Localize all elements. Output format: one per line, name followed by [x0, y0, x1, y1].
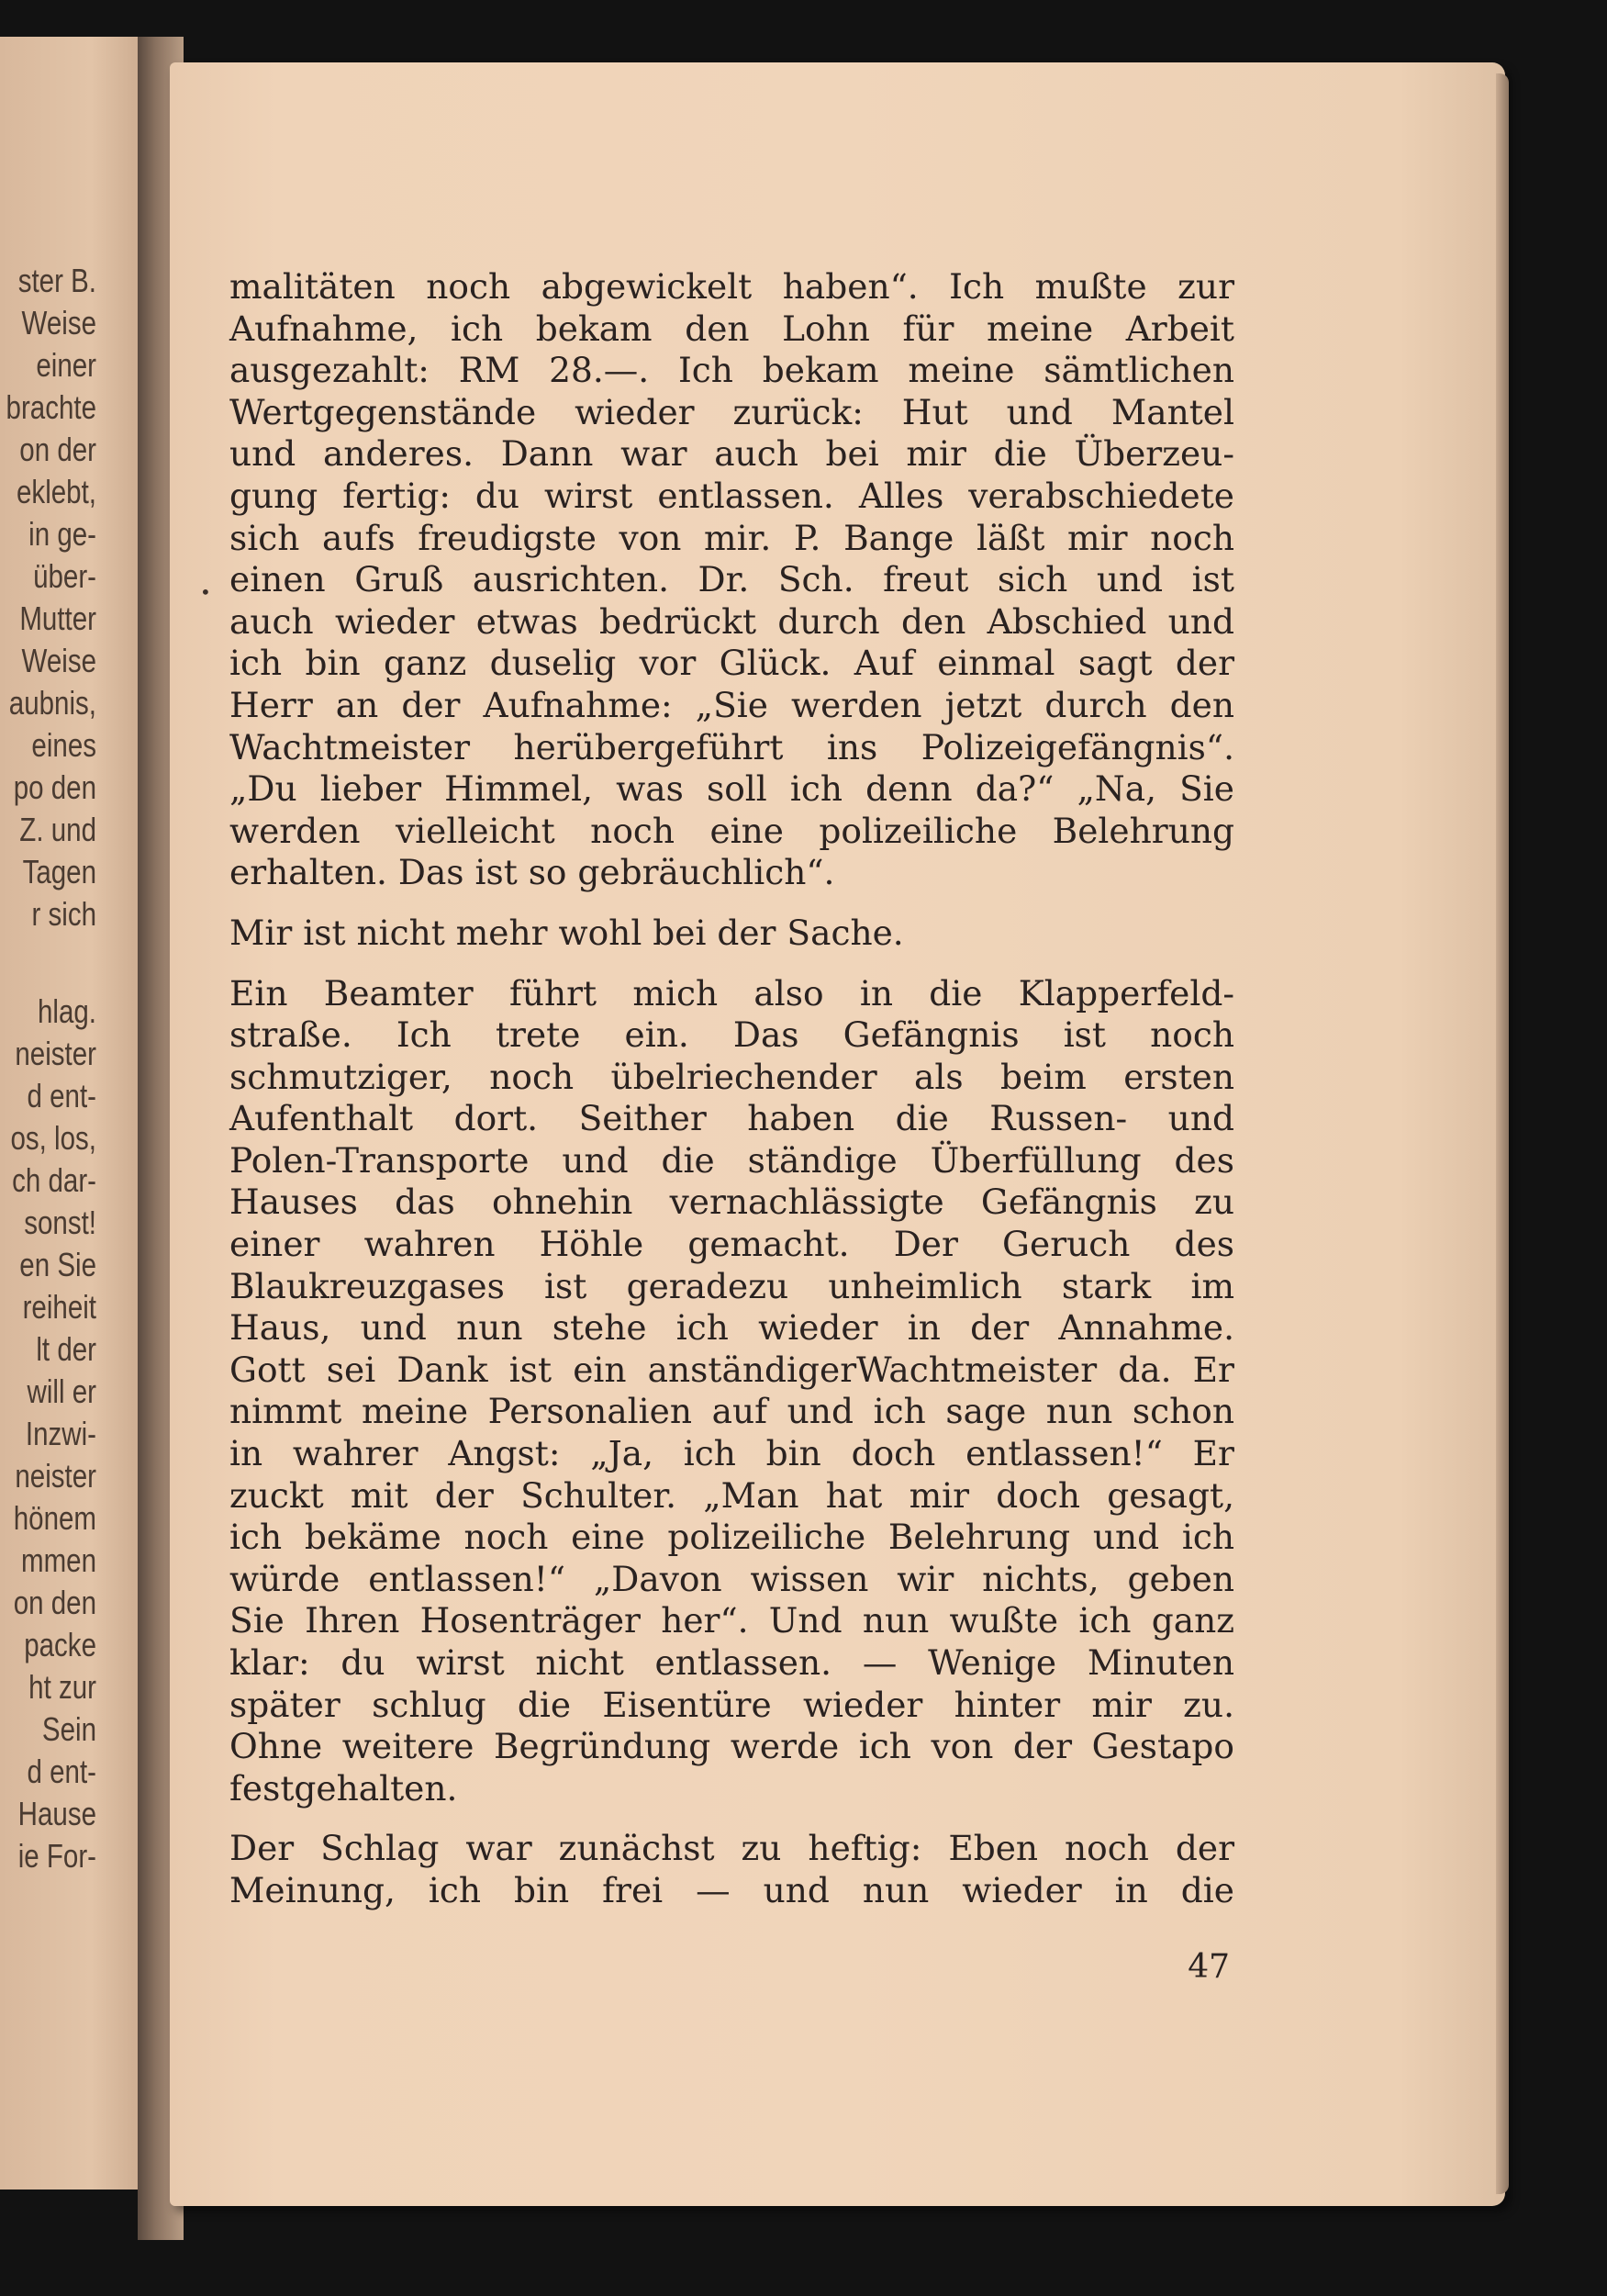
text-line: Gott sei Dank ist ein anständigerWachtmeister da. Er: [229, 1349, 1234, 1390]
text-line: Aufenthalt dort. Seither haben die Russen- und: [229, 1098, 1234, 1139]
facing-page-fragment: über-: [33, 557, 96, 595]
text-line: Polen-Transporte und die ständige Überfüllung des: [229, 1139, 1234, 1181]
facing-page-fragment: neister: [15, 1457, 96, 1495]
facing-page-fragment: hlag.: [37, 992, 96, 1030]
margin-mark: •: [200, 581, 211, 603]
facing-page-fragment: ht zur: [28, 1668, 96, 1706]
text-line: gung fertig: du wirst entlassen. Alles verabschiedete: [229, 475, 1234, 516]
facing-page-fragment: Tagen: [22, 853, 96, 890]
facing-page-fragment: Weise: [21, 642, 96, 679]
facing-page-fragment: packe: [24, 1626, 96, 1663]
page-number: 47: [1188, 1948, 1230, 1986]
page-edge: [1496, 73, 1509, 2194]
facing-page-fragment: Weise: [21, 304, 96, 342]
text-line: werden vielleicht noch eine polizeiliche Belehrung: [229, 810, 1234, 851]
paragraph-gap: [229, 955, 1234, 973]
text-line: Blaukreuzgases ist geradezu unheimlich stark im: [229, 1265, 1234, 1306]
facing-page-fragment: aubnis,: [8, 684, 96, 722]
facing-page-fragment: en Sie: [19, 1246, 96, 1283]
facing-page-fragment: in ge-: [28, 515, 96, 553]
facing-page-fragment: ch dar-: [12, 1161, 96, 1199]
facing-page-fragment: os, los,: [10, 1119, 96, 1157]
text-line: einen Gruß ausrichten. Dr. Sch. freut sich und ist: [229, 559, 1234, 600]
facing-page-fragment: hönem: [13, 1499, 96, 1537]
text-line: auch wieder etwas bedrückt durch den Abschied und: [229, 600, 1234, 642]
text-line: „Du lieber Himmel, was soll ich denn da?“ „Na, Sie: [229, 768, 1234, 810]
text-line: würde entlassen!“ „Davon wissen wir nichts, geben: [229, 1558, 1234, 1599]
text-line: später schlug die Eisentüre wieder hinter mir zu.: [229, 1684, 1234, 1725]
text-line: Ohne weitere Begründung werde ich von der Gestapo: [229, 1726, 1234, 1767]
text-line: Hauses das ohnehin vernachlässigte Gefängnis zu: [229, 1182, 1234, 1223]
text-line: einer wahren Höhle gemacht. Der Geruch des: [229, 1224, 1234, 1265]
paragraph-gap: [229, 1809, 1234, 1828]
facing-page-fragment: mmen: [20, 1541, 96, 1579]
text-line: erhalten. Das ist so gebräuchlich“.: [229, 852, 835, 893]
text-line: Mir ist nicht mehr wohl bei der Sache.: [229, 912, 904, 953]
text-line: Meinung, ich bin frei — und nun wieder in die: [229, 1869, 1234, 1910]
text-line: Ein Beamter führt mich also in die Klapperfeld-: [229, 972, 1234, 1014]
facing-page-fragment: r sich: [31, 895, 96, 933]
text-line: Aufnahme, ich bekam den Lohn für meine Arbeit: [229, 308, 1234, 349]
facing-page-fragment: will er: [27, 1372, 96, 1410]
facing-page-fragment: lt der: [36, 1330, 96, 1368]
facing-page-fragment: einer: [36, 346, 96, 384]
text-line: in wahrer Angst: „Ja, ich bin doch entlassen!“ Er: [229, 1433, 1234, 1474]
facing-page-fragment: on den: [13, 1584, 96, 1621]
text-line: Wertgegenstände wieder zurück: Hut und Mantel: [229, 391, 1234, 432]
facing-page-fragment: d ent-: [27, 1077, 96, 1114]
text-line: ich bin ganz duselig vor Glück. Auf einmal sagt der: [229, 643, 1234, 684]
text-line: ich bekäme noch eine polizeiliche Belehrung und ich: [229, 1517, 1234, 1558]
facing-page-fragment: eklebt,: [17, 473, 96, 510]
text-line: sich aufs freudigste von mir. P. Bange läßt mir noch: [229, 517, 1234, 558]
text-line: zuckt mit der Schulter. „Man hat mir doch gesagt,: [229, 1474, 1234, 1516]
text-line: und anderes. Dann war auch bei mir die Überzeu-: [229, 433, 1234, 475]
text-line: Sie Ihren Hosenträger her“. Und nun wußte ich ganz: [229, 1600, 1234, 1641]
text-line: Wachtmeister herübergeführt ins Polizeigefängnis“.: [229, 726, 1234, 767]
facing-page-fragment: on der: [19, 431, 96, 468]
text-line: ausgezahlt: RM 28.—. Ich bekam meine sämtlichen: [229, 350, 1234, 391]
text-line: klar: du wirst nicht entlassen. — Wenige Minuten: [229, 1642, 1234, 1683]
facing-page-fragment: brachte: [6, 388, 96, 426]
facing-page-fragment: Inzwi-: [25, 1415, 96, 1452]
body-text: [229, 266, 1234, 1912]
text-line: Herr an der Aufnahme: „Sie werden jetzt durch den: [229, 684, 1234, 725]
text-line: straße. Ich trete ein. Das Gefängnis ist noch: [229, 1014, 1234, 1056]
facing-page-fragment: Z. und: [19, 811, 96, 848]
text-line: nimmt meine Personalien auf und ich sage nun schon: [229, 1391, 1234, 1432]
facing-page-fragment: reiheit: [22, 1288, 96, 1326]
facing-page-fragment: sonst!: [24, 1204, 96, 1241]
facing-page: [0, 37, 151, 2190]
paragraph-gap: [229, 894, 1234, 913]
facing-page-fragment: d ent-: [27, 1753, 96, 1790]
facing-page-fragment: Mutter: [19, 599, 96, 637]
facing-page-fragment: neister: [15, 1035, 96, 1072]
facing-page-fragment: po den: [13, 768, 96, 806]
facing-page-fragment: ster B.: [17, 262, 96, 299]
text-line: festgehalten.: [229, 1767, 458, 1809]
text-line: schmutziger, noch übelriechender als beim ersten: [229, 1056, 1234, 1097]
facing-page-fragment: Sein: [41, 1710, 96, 1748]
facing-page-fragment: eines: [31, 726, 96, 764]
facing-page-fragment: Hause: [17, 1795, 96, 1832]
text-line: Haus, und nun stehe ich wieder in der Annahme.: [229, 1307, 1234, 1349]
text-line: Der Schlag war zunächst zu heftig: Eben noch der: [229, 1828, 1234, 1869]
text-line: malitäten noch abgewickelt haben“. Ich mußte zur: [229, 266, 1234, 307]
facing-page-fragment: ie For-: [17, 1837, 96, 1875]
